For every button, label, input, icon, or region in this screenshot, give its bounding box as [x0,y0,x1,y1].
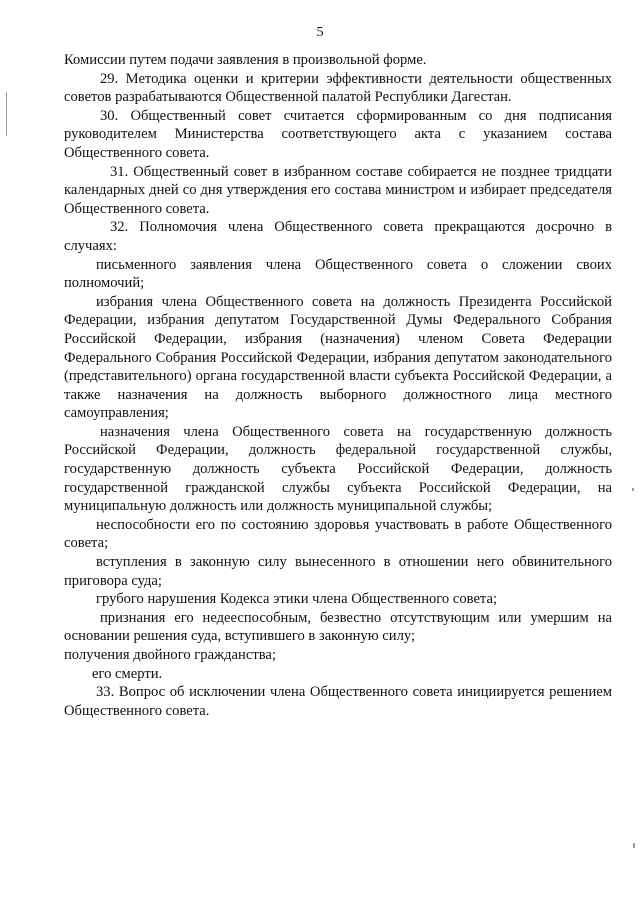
paragraph-30: 30. Общественный совет считается сформированным со дня подписания руководителем Министерства соответствующего акта с указанием состава Общественного совета. [64,107,612,161]
paragraph-31: 31. Общественный совет в избранном составе собирается не позднее тридцати календарных дней со дня утверждения его состава министром и избирает председателя Общественного совета. [64,163,612,217]
page-number: 5 [316,25,324,40]
list-item-conviction: вступления в законную силу вынесенного в отношении него обвинительного приговора суда; [64,554,612,589]
list-item-dual-citizenship: получения двойного гражданства; [64,647,276,663]
document-body [64,51,612,720]
paragraph-33: 33. Вопрос об исключении члена Общественного совета инициируется решением Общественного совета. [64,684,612,719]
paragraph-32: 32. Полномочия члена Общественного совета прекращаются досрочно в случаях: [64,219,612,254]
list-item-appointment: назначения члена Общественного совета на государственную должность Российской Федерации, должность федеральной государственной службы, государственную должность субъекта Российской Федерации, должность государственной гражданской службы субъекта Российской Федерации, на муниципальную должность или должность муниципальной службы; [64,423,612,515]
scan-edge-mark [633,843,635,848]
paragraph-continuation: Комиссии путем подачи заявления в произвольной форме. [64,52,427,68]
list-item-health: неспособности его по состоянию здоровья участвовать в работе Общественного совета; [64,516,612,552]
scan-edge-mark [632,488,634,491]
list-item-death: его смерти. [92,665,163,682]
scan-edge-mark [6,92,7,136]
list-item-incapacity: признания его недееспособным, безвестно отсутствующим или умершим на основании решения суда, вступившего в законную силу; [64,609,612,645]
list-item-resignation: письменного заявления члена Общественного совета о сложении своих полномочий; [64,256,612,292]
paragraph-29: 29. Методика оценки и критерии эффективности деятельности общественных советов разрабатываются Общественной палатой Республики Дагестан. [64,70,612,106]
list-item-ethics-violation: грубого нарушения Кодекса этики члена Общественного совета; [96,591,498,608]
list-item-election: избрания члена Общественного совета на должность Президента Российской Федерации, избрания депутатом Государственной Думы Федерального Собрания Российской Федерации, избрания (назначения) членом Совета Федерации Федерального Собрания Российской Федерации, избрания депутатом законодательного (представительного) органа государственной власти субъекта Российской Федерации, а также назначения на должность выборного должностного лица местного самоуправления; [64,293,612,422]
